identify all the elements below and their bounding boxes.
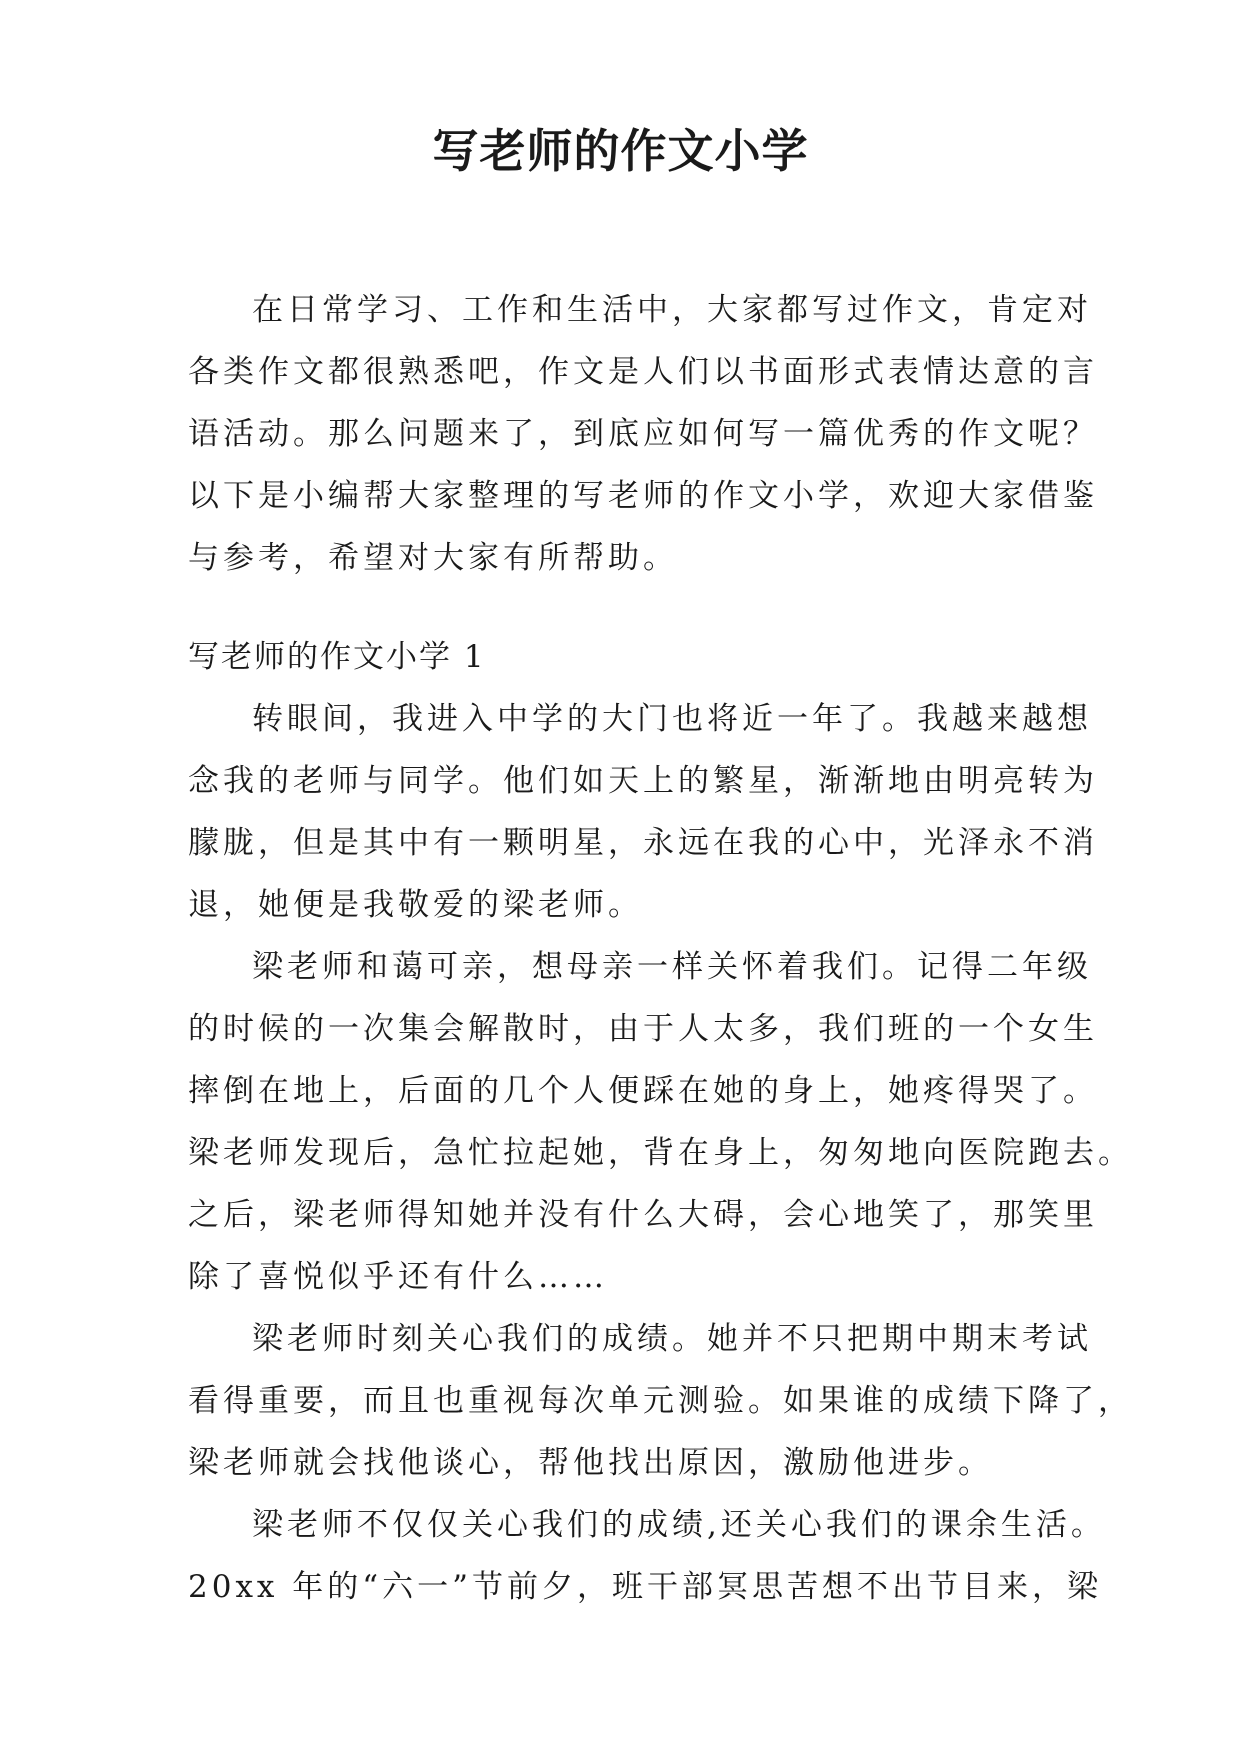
text-line: 梁老师和蔼可亲，想母亲一样关怀着我们。记得二年级 bbox=[252, 949, 1092, 985]
intro-paragraph bbox=[188, 279, 1098, 589]
text-line: 转眼间，我进入中学的大门也将近一年了。我越来越想 bbox=[252, 701, 1092, 737]
text-line: 之后，梁老师得知她并没有什么大碍，会心地笑了，那笑里 bbox=[188, 1197, 1098, 1233]
section-heading: 写老师的作文小学 1 bbox=[188, 639, 486, 675]
text-line: 念我的老师与同学。他们如天上的繁星，渐渐地由明亮转为 bbox=[188, 763, 1098, 799]
text-line: 梁老师时刻关心我们的成绩。她并不只把期中期末考试 bbox=[252, 1321, 1092, 1357]
text-line: 梁老师就会找他谈心，帮他找出原因，激励他进步。 bbox=[188, 1445, 993, 1481]
essay-section bbox=[188, 626, 1133, 1618]
text-line: 20xx 年的“六一”节前夕，班干部冥思苦想不出节目来，梁 bbox=[188, 1569, 1102, 1605]
text-line: 看得重要，而且也重视每次单元测验。如果谁的成绩下降了， bbox=[188, 1383, 1133, 1419]
text-line: 朦胧，但是其中有一颗明星，永远在我的心中，光泽永不消 bbox=[188, 825, 1098, 861]
text-line: 摔倒在地上，后面的几个人便踩在她的身上，她疼得哭了。 bbox=[188, 1073, 1098, 1109]
text-line: 的时候的一次集会解散时，由于人太多，我们班的一个女生 bbox=[188, 1011, 1098, 1047]
text-line: 梁老师不仅仅关心我们的成绩,还关心我们的课余生活。 bbox=[252, 1507, 1106, 1543]
text-line: 退，她便是我敬爱的梁老师。 bbox=[188, 887, 643, 923]
text-line: 各类作文都很熟悉吧，作文是人们以书面形式表情达意的言 bbox=[188, 354, 1098, 390]
document-title: 写老师的作文小学 bbox=[432, 124, 809, 178]
text-line: 语活动。那么问题来了，到底应如何写一篇优秀的作文呢？ bbox=[188, 416, 1098, 452]
text-line: 在日常学习、工作和生活中，大家都写过作文，肯定对 bbox=[252, 292, 1092, 328]
text-line: 梁老师发现后，急忙拉起她，背在身上，匆匆地向医院跑去。 bbox=[188, 1135, 1133, 1171]
text-line: 除了喜悦似乎还有什么…… bbox=[188, 1259, 608, 1295]
text-line: 与参考，希望对大家有所帮助。 bbox=[188, 540, 678, 576]
text-line: 以下是小编帮大家整理的写老师的作文小学，欢迎大家借鉴 bbox=[188, 478, 1098, 514]
